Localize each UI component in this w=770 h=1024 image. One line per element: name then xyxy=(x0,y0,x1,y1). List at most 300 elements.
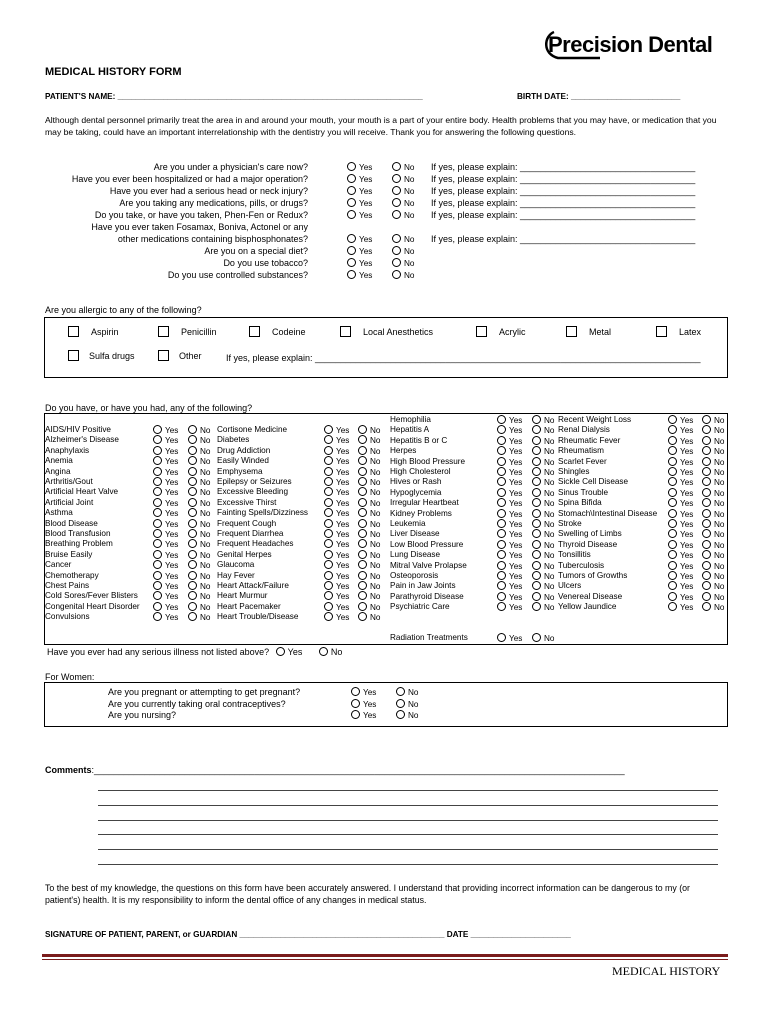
radio-icon[interactable] xyxy=(324,456,333,465)
allergy-option[interactable]: Codeine xyxy=(249,326,306,338)
condition-yes[interactable]: Yes xyxy=(497,581,522,592)
checkbox-icon[interactable] xyxy=(566,326,577,337)
condition-no[interactable]: No xyxy=(532,529,554,540)
radio-icon[interactable] xyxy=(188,425,197,434)
radio-icon[interactable] xyxy=(347,270,356,279)
radio-icon[interactable] xyxy=(351,710,360,719)
radio-icon[interactable] xyxy=(497,602,506,611)
condition-yes[interactable]: Yes xyxy=(153,519,178,530)
radio-icon[interactable] xyxy=(532,550,541,559)
radio-icon[interactable] xyxy=(668,529,677,538)
radio-icon[interactable] xyxy=(324,425,333,434)
radio-icon[interactable] xyxy=(351,699,360,708)
radio-icon[interactable] xyxy=(188,571,197,580)
condition-no[interactable]: No xyxy=(532,446,554,457)
radio-icon[interactable] xyxy=(532,488,541,497)
condition-no[interactable]: No xyxy=(188,571,210,582)
condition-no[interactable]: No xyxy=(188,612,210,623)
radio-icon[interactable] xyxy=(702,529,711,538)
radio-icon[interactable] xyxy=(351,687,360,696)
checkbox-icon[interactable] xyxy=(158,326,169,337)
radio-icon[interactable] xyxy=(153,456,162,465)
radio-icon[interactable] xyxy=(324,550,333,559)
radio-icon[interactable] xyxy=(668,498,677,507)
condition-yes[interactable]: Yes xyxy=(324,539,349,550)
condition-no[interactable]: No xyxy=(532,498,554,509)
condition-no[interactable]: No xyxy=(532,457,554,468)
condition-no[interactable]: No xyxy=(532,602,554,613)
radio-icon[interactable] xyxy=(276,647,285,656)
radio-icon[interactable] xyxy=(188,602,197,611)
radio-icon[interactable] xyxy=(324,529,333,538)
condition-yes[interactable]: Yes xyxy=(668,509,693,520)
condition-no[interactable]: No xyxy=(358,456,380,467)
condition-yes[interactable]: Yes xyxy=(668,488,693,499)
radio-icon[interactable] xyxy=(532,633,541,642)
condition-no[interactable]: No xyxy=(702,571,724,582)
radio-icon[interactable] xyxy=(358,477,367,486)
condition-yes[interactable]: Yes xyxy=(497,446,522,457)
radio-icon[interactable] xyxy=(153,425,162,434)
condition-yes[interactable]: Yes xyxy=(668,529,693,540)
condition-no[interactable]: No xyxy=(188,456,210,467)
condition-no[interactable]: No xyxy=(532,436,554,447)
condition-yes[interactable]: Yes xyxy=(324,602,349,613)
condition-yes[interactable]: Yes xyxy=(153,435,178,446)
condition-no[interactable]: No xyxy=(702,540,724,551)
condition-no[interactable]: No xyxy=(702,581,724,592)
radio-icon[interactable] xyxy=(668,571,677,580)
radio-icon[interactable] xyxy=(497,561,506,570)
comment-line[interactable] xyxy=(98,834,718,835)
question-yes[interactable]: Yes xyxy=(347,258,372,269)
radio-icon[interactable] xyxy=(668,446,677,455)
condition-yes[interactable]: Yes xyxy=(324,425,349,436)
condition-yes[interactable]: Yes xyxy=(497,529,522,540)
radio-icon[interactable] xyxy=(497,550,506,559)
radio-icon[interactable] xyxy=(358,446,367,455)
radio-icon[interactable] xyxy=(668,561,677,570)
radio-icon[interactable] xyxy=(702,519,711,528)
condition-no[interactable]: No xyxy=(702,488,724,499)
condition-no[interactable]: No xyxy=(532,550,554,561)
radio-icon[interactable] xyxy=(153,550,162,559)
radio-icon[interactable] xyxy=(396,710,405,719)
question-yes[interactable]: Yes xyxy=(347,210,372,221)
condition-yes[interactable]: Yes xyxy=(497,498,522,509)
radio-icon[interactable] xyxy=(532,446,541,455)
allergy-option[interactable]: Latex xyxy=(656,326,701,338)
radio-icon[interactable] xyxy=(532,540,541,549)
radiation-yes[interactable]: Yes xyxy=(497,633,522,644)
radio-icon[interactable] xyxy=(153,519,162,528)
condition-yes[interactable]: Yes xyxy=(668,467,693,478)
radio-icon[interactable] xyxy=(153,571,162,580)
condition-yes[interactable]: Yes xyxy=(497,467,522,478)
radio-icon[interactable] xyxy=(188,529,197,538)
radio-icon[interactable] xyxy=(497,540,506,549)
condition-no[interactable]: No xyxy=(702,446,724,457)
condition-yes[interactable]: Yes xyxy=(324,529,349,540)
radio-icon[interactable] xyxy=(668,415,677,424)
allergy-option[interactable]: Aspirin xyxy=(68,326,119,338)
radio-icon[interactable] xyxy=(702,509,711,518)
women-no[interactable]: No xyxy=(396,699,418,710)
condition-yes[interactable]: Yes xyxy=(497,561,522,572)
radio-icon[interactable] xyxy=(358,467,367,476)
question-explain[interactable]: If yes, please explain: ___________________________________ xyxy=(431,162,696,172)
radio-icon[interactable] xyxy=(668,457,677,466)
signature-field[interactable]: SIGNATURE OF PATIENT, PARENT, or GUARDIAN _____________________________________________ DATE ______________________ xyxy=(45,930,571,939)
condition-no[interactable]: No xyxy=(532,540,554,551)
radio-icon[interactable] xyxy=(668,592,677,601)
condition-yes[interactable]: Yes xyxy=(668,550,693,561)
radio-icon[interactable] xyxy=(324,612,333,621)
patient-name-field[interactable]: PATIENT'S NAME: ___________________________________________________________________ xyxy=(45,92,423,101)
condition-yes[interactable]: Yes xyxy=(324,581,349,592)
condition-no[interactable]: No xyxy=(532,571,554,582)
condition-yes[interactable]: Yes xyxy=(153,456,178,467)
condition-no[interactable]: No xyxy=(702,602,724,613)
radio-icon[interactable] xyxy=(347,210,356,219)
radiation-no[interactable]: No xyxy=(532,633,554,644)
radio-icon[interactable] xyxy=(702,581,711,590)
condition-no[interactable]: No xyxy=(702,498,724,509)
condition-yes[interactable]: Yes xyxy=(668,561,693,572)
radio-icon[interactable] xyxy=(497,436,506,445)
condition-yes[interactable]: Yes xyxy=(324,456,349,467)
condition-yes[interactable]: Yes xyxy=(324,435,349,446)
radio-icon[interactable] xyxy=(497,509,506,518)
condition-yes[interactable]: Yes xyxy=(668,592,693,603)
condition-no[interactable]: No xyxy=(358,467,380,478)
radio-icon[interactable] xyxy=(324,602,333,611)
radio-icon[interactable] xyxy=(702,446,711,455)
condition-no[interactable]: No xyxy=(702,457,724,468)
checkbox-icon[interactable] xyxy=(656,326,667,337)
condition-yes[interactable]: Yes xyxy=(497,436,522,447)
radio-icon[interactable] xyxy=(392,174,401,183)
question-no[interactable]: No xyxy=(392,174,414,185)
question-no[interactable]: No xyxy=(392,198,414,209)
radio-icon[interactable] xyxy=(188,508,197,517)
question-yes[interactable]: Yes xyxy=(347,162,372,173)
radio-icon[interactable] xyxy=(532,519,541,528)
radio-icon[interactable] xyxy=(497,446,506,455)
condition-yes[interactable]: Yes xyxy=(324,508,349,519)
condition-no[interactable]: No xyxy=(702,550,724,561)
radio-icon[interactable] xyxy=(668,581,677,590)
radio-icon[interactable] xyxy=(392,198,401,207)
radio-icon[interactable] xyxy=(668,467,677,476)
radio-icon[interactable] xyxy=(702,550,711,559)
question-no[interactable]: No xyxy=(392,234,414,245)
radio-icon[interactable] xyxy=(188,519,197,528)
women-no[interactable]: No xyxy=(396,687,418,698)
radio-icon[interactable] xyxy=(358,425,367,434)
condition-no[interactable]: No xyxy=(532,561,554,572)
condition-yes[interactable]: Yes xyxy=(668,519,693,530)
radio-icon[interactable] xyxy=(319,647,328,656)
condition-no[interactable]: No xyxy=(358,571,380,582)
women-yes[interactable]: Yes xyxy=(351,710,376,721)
condition-yes[interactable]: Yes xyxy=(153,508,178,519)
question-yes[interactable]: Yes xyxy=(347,186,372,197)
radio-icon[interactable] xyxy=(392,258,401,267)
radio-icon[interactable] xyxy=(358,581,367,590)
radio-icon[interactable] xyxy=(324,591,333,600)
radio-icon[interactable] xyxy=(358,612,367,621)
radio-icon[interactable] xyxy=(702,477,711,486)
condition-no[interactable]: No xyxy=(358,498,380,509)
birth-date-field[interactable]: BIRTH DATE: ________________________ xyxy=(517,92,681,101)
radio-icon[interactable] xyxy=(153,560,162,569)
condition-yes[interactable]: Yes xyxy=(324,477,349,488)
women-yes[interactable]: Yes xyxy=(351,699,376,710)
condition-yes[interactable]: Yes xyxy=(668,457,693,468)
radio-icon[interactable] xyxy=(702,498,711,507)
radio-icon[interactable] xyxy=(188,560,197,569)
condition-no[interactable]: No xyxy=(358,446,380,457)
condition-no[interactable]: No xyxy=(358,612,380,623)
radio-icon[interactable] xyxy=(153,602,162,611)
condition-no[interactable]: No xyxy=(188,467,210,478)
radio-icon[interactable] xyxy=(668,602,677,611)
condition-no[interactable]: No xyxy=(188,591,210,602)
allergy-option[interactable]: Other xyxy=(158,350,202,362)
radio-icon[interactable] xyxy=(358,550,367,559)
condition-yes[interactable]: Yes xyxy=(497,592,522,603)
condition-yes[interactable]: Yes xyxy=(668,581,693,592)
radio-icon[interactable] xyxy=(188,456,197,465)
radio-icon[interactable] xyxy=(358,435,367,444)
condition-yes[interactable]: Yes xyxy=(153,571,178,582)
condition-no[interactable]: No xyxy=(702,425,724,436)
question-explain[interactable]: If yes, please explain: ___________________________________ xyxy=(431,210,696,220)
condition-yes[interactable]: Yes xyxy=(497,602,522,613)
condition-yes[interactable]: Yes xyxy=(668,571,693,582)
condition-no[interactable]: No xyxy=(532,425,554,436)
condition-yes[interactable]: Yes xyxy=(324,487,349,498)
condition-no[interactable]: No xyxy=(188,487,210,498)
condition-no[interactable]: No xyxy=(188,498,210,509)
condition-yes[interactable]: Yes xyxy=(324,571,349,582)
question-explain[interactable]: If yes, please explain: ___________________________________ xyxy=(431,186,696,196)
question-no[interactable]: No xyxy=(392,162,414,173)
condition-yes[interactable]: Yes xyxy=(324,498,349,509)
condition-no[interactable]: No xyxy=(358,435,380,446)
checkbox-icon[interactable] xyxy=(249,326,260,337)
women-yes[interactable]: Yes xyxy=(351,687,376,698)
radio-icon[interactable] xyxy=(153,529,162,538)
condition-no[interactable]: No xyxy=(532,509,554,520)
question-yes[interactable]: Yes xyxy=(347,234,372,245)
checkbox-icon[interactable] xyxy=(68,326,79,337)
radio-icon[interactable] xyxy=(324,508,333,517)
radio-icon[interactable] xyxy=(668,488,677,497)
radio-icon[interactable] xyxy=(702,561,711,570)
radio-icon[interactable] xyxy=(668,509,677,518)
radio-icon[interactable] xyxy=(358,571,367,580)
question-yes[interactable]: Yes xyxy=(347,174,372,185)
condition-no[interactable]: No xyxy=(702,529,724,540)
condition-yes[interactable]: Yes xyxy=(324,560,349,571)
condition-yes[interactable]: Yes xyxy=(668,415,693,426)
radio-icon[interactable] xyxy=(532,561,541,570)
allergy-option[interactable]: Local Anesthetics xyxy=(340,326,433,338)
radio-icon[interactable] xyxy=(188,435,197,444)
radio-icon[interactable] xyxy=(532,602,541,611)
radio-icon[interactable] xyxy=(497,477,506,486)
condition-yes[interactable]: Yes xyxy=(497,540,522,551)
radio-icon[interactable] xyxy=(358,529,367,538)
radio-icon[interactable] xyxy=(324,498,333,507)
radio-icon[interactable] xyxy=(532,529,541,538)
condition-no[interactable]: No xyxy=(702,477,724,488)
radio-icon[interactable] xyxy=(532,436,541,445)
radio-icon[interactable] xyxy=(497,415,506,424)
radio-icon[interactable] xyxy=(347,186,356,195)
radio-icon[interactable] xyxy=(497,488,506,497)
radio-icon[interactable] xyxy=(532,467,541,476)
comment-line[interactable] xyxy=(98,790,718,791)
comments-field[interactable]: Comments:__________________________________________________________________________________________________________ xyxy=(45,765,625,775)
women-no[interactable]: No xyxy=(396,710,418,721)
radio-icon[interactable] xyxy=(153,487,162,496)
radio-icon[interactable] xyxy=(497,633,506,642)
radio-icon[interactable] xyxy=(702,540,711,549)
radio-icon[interactable] xyxy=(347,174,356,183)
condition-no[interactable]: No xyxy=(702,592,724,603)
condition-no[interactable]: No xyxy=(358,487,380,498)
radio-icon[interactable] xyxy=(702,467,711,476)
radio-icon[interactable] xyxy=(188,487,197,496)
condition-no[interactable]: No xyxy=(532,592,554,603)
condition-yes[interactable]: Yes xyxy=(668,436,693,447)
condition-no[interactable]: No xyxy=(188,435,210,446)
condition-yes[interactable]: Yes xyxy=(324,446,349,457)
radio-icon[interactable] xyxy=(324,519,333,528)
radio-icon[interactable] xyxy=(324,581,333,590)
radio-icon[interactable] xyxy=(358,519,367,528)
condition-yes[interactable]: Yes xyxy=(153,467,178,478)
radio-icon[interactable] xyxy=(668,540,677,549)
radio-icon[interactable] xyxy=(668,550,677,559)
radio-icon[interactable] xyxy=(532,477,541,486)
radio-icon[interactable] xyxy=(396,687,405,696)
question-yes[interactable]: Yes xyxy=(347,270,372,281)
condition-no[interactable]: No xyxy=(702,415,724,426)
condition-no[interactable]: No xyxy=(188,477,210,488)
radio-icon[interactable] xyxy=(702,425,711,434)
radio-icon[interactable] xyxy=(668,477,677,486)
condition-no[interactable]: No xyxy=(188,519,210,530)
radio-icon[interactable] xyxy=(358,539,367,548)
condition-no[interactable]: No xyxy=(188,550,210,561)
question-no[interactable]: No xyxy=(392,210,414,221)
radio-icon[interactable] xyxy=(188,498,197,507)
radio-icon[interactable] xyxy=(324,560,333,569)
condition-yes[interactable]: Yes xyxy=(153,550,178,561)
radio-icon[interactable] xyxy=(668,436,677,445)
radio-icon[interactable] xyxy=(358,508,367,517)
checkbox-icon[interactable] xyxy=(340,326,351,337)
radio-icon[interactable] xyxy=(347,246,356,255)
condition-yes[interactable]: Yes xyxy=(153,560,178,571)
condition-no[interactable]: No xyxy=(188,581,210,592)
radio-icon[interactable] xyxy=(358,560,367,569)
radio-icon[interactable] xyxy=(153,435,162,444)
question-explain[interactable]: If yes, please explain: ___________________________________ xyxy=(431,234,696,244)
radio-icon[interactable] xyxy=(497,457,506,466)
question-explain[interactable]: If yes, please explain: ___________________________________ xyxy=(431,198,696,208)
radio-icon[interactable] xyxy=(347,234,356,243)
radio-icon[interactable] xyxy=(358,498,367,507)
radio-icon[interactable] xyxy=(702,457,711,466)
checkbox-icon[interactable] xyxy=(68,350,79,361)
radio-icon[interactable] xyxy=(153,446,162,455)
radio-icon[interactable] xyxy=(324,477,333,486)
checkbox-icon[interactable] xyxy=(476,326,487,337)
condition-no[interactable]: No xyxy=(702,561,724,572)
condition-no[interactable]: No xyxy=(188,529,210,540)
condition-yes[interactable]: Yes xyxy=(153,581,178,592)
radio-icon[interactable] xyxy=(324,446,333,455)
radio-icon[interactable] xyxy=(358,456,367,465)
radio-icon[interactable] xyxy=(702,592,711,601)
condition-yes[interactable]: Yes xyxy=(153,446,178,457)
condition-yes[interactable]: Yes xyxy=(153,539,178,550)
condition-yes[interactable]: Yes xyxy=(153,612,178,623)
radio-icon[interactable] xyxy=(532,581,541,590)
condition-yes[interactable]: Yes xyxy=(497,477,522,488)
radio-icon[interactable] xyxy=(358,487,367,496)
condition-yes[interactable]: Yes xyxy=(668,425,693,436)
condition-no[interactable]: No xyxy=(188,508,210,519)
radio-icon[interactable] xyxy=(532,425,541,434)
condition-yes[interactable]: Yes xyxy=(497,415,522,426)
comment-line[interactable] xyxy=(98,805,718,806)
condition-no[interactable]: No xyxy=(532,415,554,426)
condition-yes[interactable]: Yes xyxy=(497,550,522,561)
condition-no[interactable]: No xyxy=(702,467,724,478)
condition-yes[interactable]: Yes xyxy=(153,477,178,488)
radio-icon[interactable] xyxy=(153,591,162,600)
radio-icon[interactable] xyxy=(497,467,506,476)
radio-icon[interactable] xyxy=(497,581,506,590)
condition-yes[interactable]: Yes xyxy=(153,529,178,540)
radio-icon[interactable] xyxy=(497,425,506,434)
radio-icon[interactable] xyxy=(153,467,162,476)
radio-icon[interactable] xyxy=(497,498,506,507)
radio-icon[interactable] xyxy=(153,612,162,621)
condition-yes[interactable]: Yes xyxy=(497,509,522,520)
comment-line[interactable] xyxy=(98,849,718,850)
condition-yes[interactable]: Yes xyxy=(324,550,349,561)
condition-no[interactable]: No xyxy=(358,539,380,550)
radio-icon[interactable] xyxy=(153,508,162,517)
question-no[interactable]: No xyxy=(392,270,414,281)
question-yes[interactable]: Yes xyxy=(347,198,372,209)
condition-yes[interactable]: Yes xyxy=(668,477,693,488)
condition-no[interactable]: No xyxy=(358,519,380,530)
radio-icon[interactable] xyxy=(358,602,367,611)
radio-icon[interactable] xyxy=(497,592,506,601)
condition-yes[interactable]: Yes xyxy=(497,571,522,582)
radio-icon[interactable] xyxy=(347,162,356,171)
condition-yes[interactable]: Yes xyxy=(153,498,178,509)
question-explain[interactable]: If yes, please explain: ___________________________________ xyxy=(431,174,696,184)
